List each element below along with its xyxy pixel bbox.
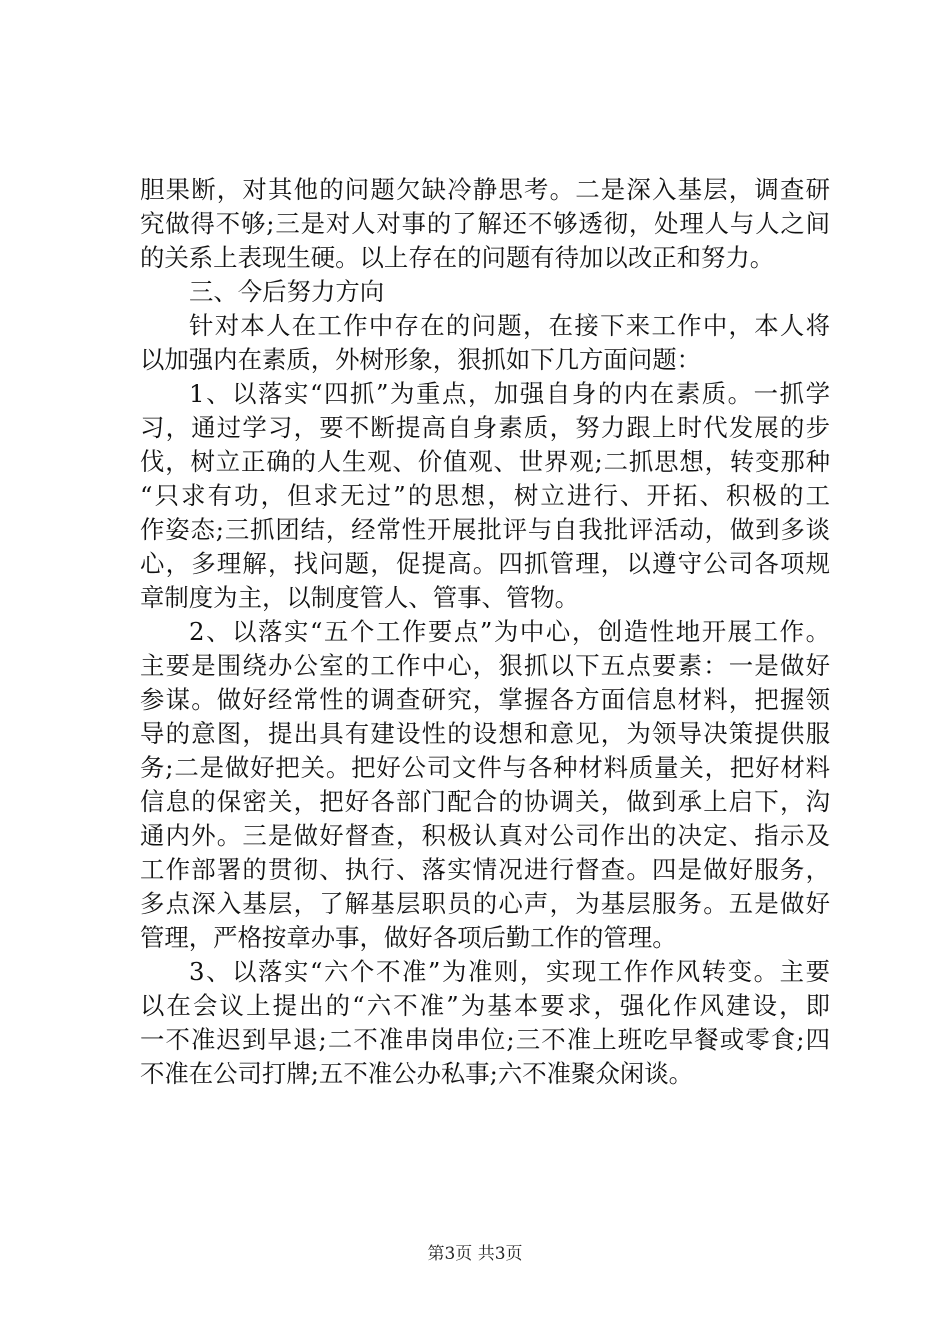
- text-line: 信息的保密关，把好各部门配合的协调关，做到承上启下，沟: [140, 787, 830, 816]
- text-line: 一不准迟到早退;二不准串岗串位;三不准上班吃早餐或零食;四: [140, 1025, 830, 1054]
- text-line: 的关系上表现生硬。以上存在的问题有待加以改正和努力。: [140, 243, 775, 272]
- text-line: 不准在公司打牌;五不准公办私事;六不准聚众闲谈。: [140, 1059, 694, 1088]
- text-line: 1、以落实“四抓”为重点，加强自身的内在素质。一抓学: [189, 379, 830, 408]
- text-line: 以加强内在素质，外树形象，狠抓如下几方面问题：: [140, 345, 701, 374]
- text-line: 习，通过学习，要不断提高自身素质，努力跟上时代发展的步: [140, 413, 830, 442]
- page-number-footer: 第3页 共3页: [427, 1244, 523, 1264]
- text-line: 参谋。做好经常性的调查研究，掌握各方面信息材料，把握领: [140, 685, 830, 714]
- text-line: 务;二是做好把关。把好公司文件与各种材料质量关，把好材料: [140, 753, 830, 782]
- text-line: 胆果断，对其他的问题欠缺冷静思考。二是深入基层，调查研: [140, 175, 830, 204]
- section-heading: 三、今后努力方向: [189, 277, 385, 306]
- text-line: 伐，树立正确的人生观、价值观、世界观;二抓思想，转变那种: [140, 447, 830, 476]
- text-line: 针对本人在工作中存在的问题，在接下来工作中，本人将: [189, 311, 830, 340]
- text-line: 多点深入基层，了解基层职员的心声，为基层服务。五是做好: [140, 889, 830, 918]
- text-line: 导的意图，提出具有建设性的设想和意见，为领导决策提供服: [140, 719, 830, 748]
- text-line: 2、以落实“五个工作要点”为中心，创造性地开展工作。: [189, 617, 830, 646]
- text-line: 心，多理解，找问题，促提高。四抓管理，以遵守公司各项规: [140, 549, 830, 578]
- text-line: 3、以落实“六个不准”为准则，实现工作作风转变。主要: [189, 957, 830, 986]
- text-line: 管理，严格按章办事，做好各项后勤工作的管理。: [140, 923, 677, 952]
- text-line: 通内外。三是做好督查，积极认真对公司作出的决定、指示及: [140, 821, 830, 850]
- text-line: 作姿态;三抓团结，经常性开展批评与自我批评活动，做到多谈: [140, 515, 830, 544]
- text-line: 章制度为主，以制度管人、管事、管物。: [140, 583, 580, 612]
- text-line: 主要是围绕办公室的工作中心，狠抓以下五点要素：一是做好: [140, 651, 830, 680]
- text-line: “只求有功，但求无过”的思想，树立进行、开拓、积极的工: [140, 481, 830, 510]
- text-line: 究做得不够;三是对人对事的了解还不够透彻，处理人与人之间: [140, 209, 830, 238]
- text-line: 工作部署的贯彻、执行、落实情况进行督查。四是做好服务，: [140, 855, 830, 884]
- text-line: 以在会议上提出的“六不准”为基本要求，强化作风建设，即: [140, 991, 830, 1020]
